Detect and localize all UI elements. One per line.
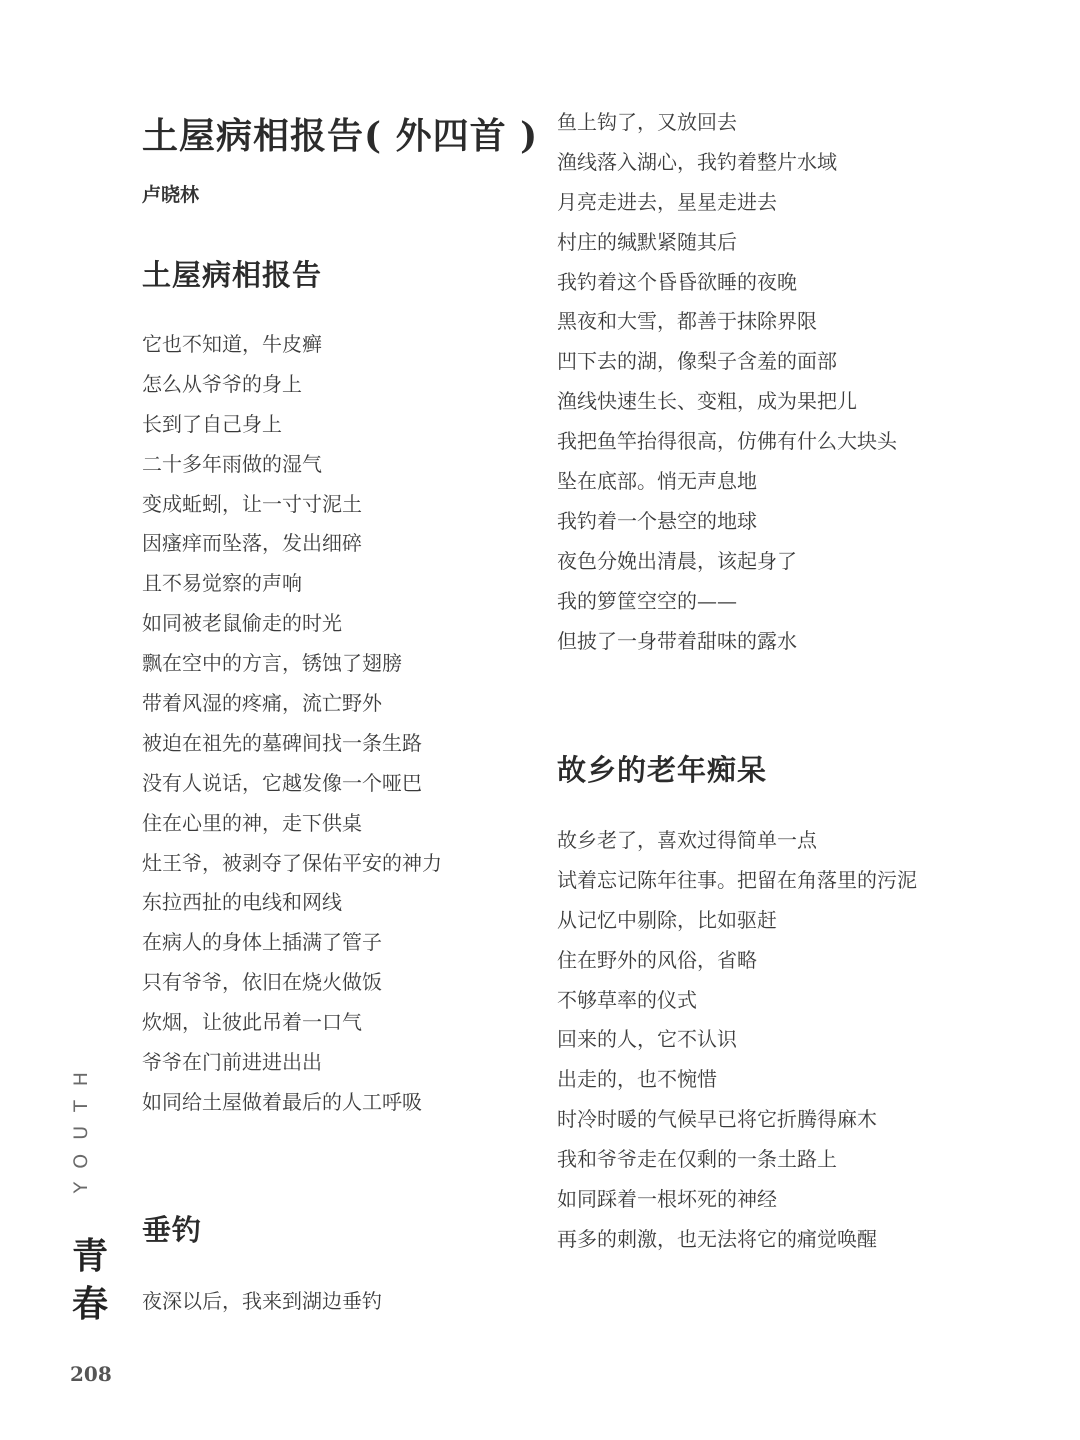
page-number: 208 (70, 1362, 112, 1386)
poem-title-tuwu: 土屋病相报告 (142, 258, 323, 292)
poem-line: 它也不知道，牛皮癣 (142, 332, 322, 356)
author-name: 卢晓林 (142, 184, 200, 206)
poem-line: 因瘙痒而坠落，发出细碎 (142, 531, 362, 556)
poem-line: 月亮走进去，星星走进去 (557, 189, 777, 214)
poem-line: 带着风湿的疼痛，流亡野外 (142, 691, 382, 716)
poem-line: 我钓着这个昏昏欲睡的夜晚 (557, 269, 797, 294)
poem-line: 住在野外的风俗，省略 (557, 947, 757, 972)
poem-line: 黑夜和大雪，都善于抹除界限 (557, 309, 817, 334)
poem-line: 如同被老鼠偷走的时光 (142, 611, 342, 636)
poem-line: 怎么从爷爷的身上 (142, 371, 302, 396)
poem-line: 且不易觉察的声响 (142, 571, 302, 596)
poem-line: 没有人说话，它越发像一个哑巴 (142, 770, 422, 795)
poem-line: 住在心里的神，走下供桌 (142, 810, 362, 835)
poem-line: 凹下去的湖，像梨子含羞的面部 (557, 349, 837, 374)
poem-line: 爷爷在门前进进出出 (142, 1050, 322, 1075)
poem-line: 如同踩着一根坏死的神经 (557, 1187, 777, 1212)
poem-tuwu-lines (142, 325, 442, 1123)
poem-line: 东拉西扯的电线和网线 (142, 890, 342, 915)
poem-line: 鱼上钩了，又放回去 (557, 110, 737, 134)
poem-line: 出走的，也不惋惜 (557, 1067, 717, 1092)
poem-line: 但披了一身带着甜味的露水 (557, 628, 797, 653)
poem-line: 在病人的身体上插满了管子 (142, 930, 382, 955)
poem-line: 二十多年雨做的湿气 (142, 451, 322, 476)
magazine-logo-qingchun (72, 1232, 112, 1328)
poem-line: 炊烟，让彼此吊着一口气 (142, 1010, 362, 1035)
logo-char-chun: 春 (72, 1283, 109, 1325)
poem-line: 我钓着一个悬空的地球 (557, 508, 757, 533)
poem-title-guxiang: 故乡的老年痴呆 (557, 753, 768, 787)
poem-line: 长到了自己身上 (142, 411, 282, 436)
poem-line: 时冷时暖的气候早已将它折腾得麻木 (557, 1107, 877, 1132)
poem-line: 故乡老了，喜欢过得简单一点 (557, 828, 817, 852)
poem-line: 如同给土屋做着最后的人工呼吸 (142, 1089, 422, 1114)
poem-line: 只有爷爷，依旧在烧火做饭 (142, 970, 382, 995)
poem-line: 我的箩筐空空的—— (557, 588, 737, 613)
poem-line: 从记忆中剔除，比如驱赶 (557, 907, 777, 932)
magazine-youth-label: YOUTH (70, 1058, 92, 1194)
poem-line: 飘在空中的方言，锈蚀了翅膀 (142, 651, 402, 676)
poem-chuidiao-lines-left (142, 1282, 382, 1322)
poem-line: 被迫在祖先的墓碑间找一条生路 (142, 730, 422, 755)
poem-line: 渔线快速生长、变粗，成为果把儿 (557, 389, 857, 414)
poem-line: 渔线落入湖心，我钓着整片水域 (557, 149, 837, 174)
poem-line: 灶王爷，被剥夺了保佑平安的神力 (142, 850, 442, 875)
poem-line: 回来的人，它不认识 (557, 1027, 737, 1052)
poem-line: 夜深以后，我来到湖边垂钓 (142, 1289, 382, 1313)
logo-char-qing: 青 (72, 1235, 109, 1277)
poem-line: 我把鱼竿抬得很高，仿佛有什么大块头 (557, 429, 897, 454)
poem-title-chuidiao: 垂钓 (142, 1213, 203, 1247)
poem-line: 村庄的缄默紧随其后 (557, 229, 737, 254)
poem-line: 我和爷爷走在仅剩的一条土路上 (557, 1147, 837, 1172)
poem-line: 坠在底部。悄无声息地 (557, 469, 757, 494)
poem-line: 试着忘记陈年往事。把留在角落里的污泥 (557, 867, 917, 892)
poem-chuidiao-lines-right (557, 103, 897, 661)
poem-line: 夜色分娩出清晨，该起身了 (557, 548, 797, 573)
poem-guxiang-lines (557, 821, 917, 1260)
poem-line: 再多的刺激，也无法将它的痛觉唤醒 (557, 1226, 877, 1251)
page-title: 土屋病相报告( 外四首 ) (142, 115, 539, 157)
poem-line: 变成蚯蚓，让一寸寸泥土 (142, 491, 362, 516)
poem-line: 不够草率的仪式 (557, 987, 697, 1012)
